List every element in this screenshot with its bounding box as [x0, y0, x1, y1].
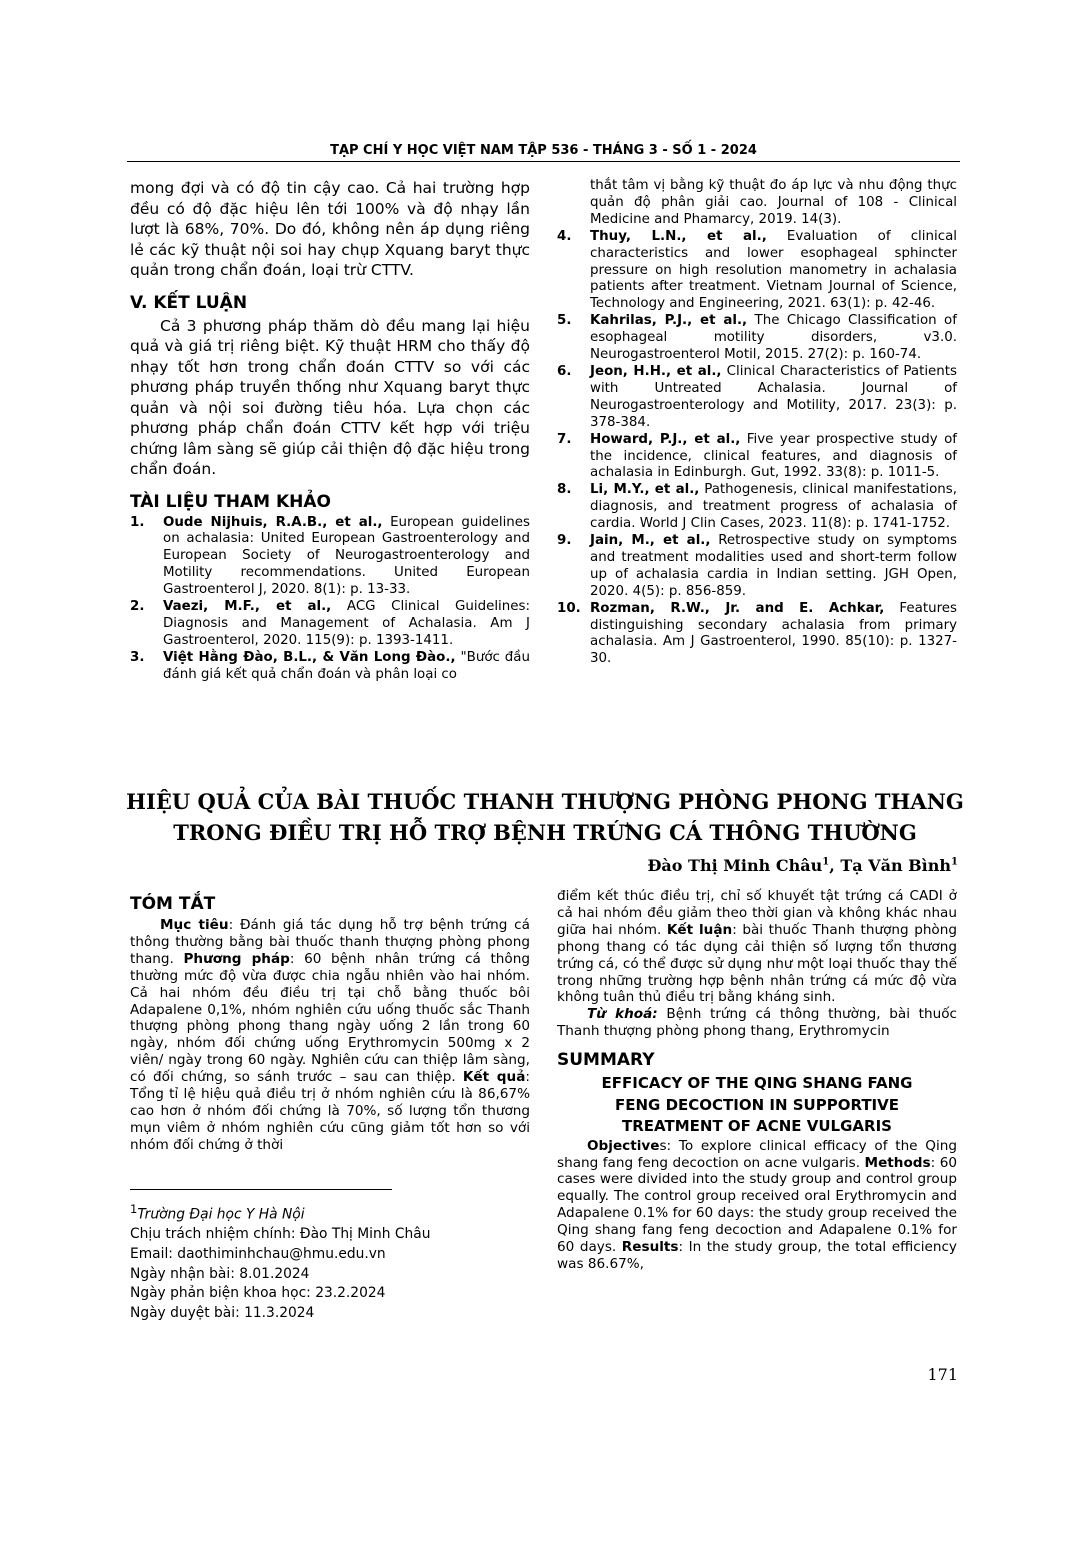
header-rule [127, 161, 960, 162]
footnote-email: Email: daothiminhchau@hmu.edu.vn [130, 1246, 386, 1262]
references-heading: TÀI LIỆU THAM KHẢO [130, 491, 331, 512]
reference-number: 5. [557, 313, 572, 329]
reference-author: Vaezi, M.F., et al., [163, 599, 332, 615]
footnote-accepted: Ngày duyệt bài: 11.3.2024 [130, 1305, 315, 1322]
authors [647, 856, 958, 875]
conclusion-text: : bài thuốc Thanh thượng phòng phong thang có tác dụng cải thiện số lượng tổn thương trứng cá, có thể được sử dụng như một loại thuốc thay thế trong những trường hợp bệnh nhân trứng cá mức độ vừa không tuân thủ điều trị bằng kháng sinh. [557, 921, 957, 1006]
reference-item [557, 229, 957, 314]
objective-label: Mục tiêu [160, 917, 229, 933]
reference-author: Li, M.Y., et al., [590, 482, 700, 498]
reference-text [590, 533, 957, 601]
author-1: Đào Thị Minh Châu [647, 856, 823, 875]
reference-body: Retrospective study on symptoms and treatment modalities used and short-term follow up of achalasia cardia in Indian setting. JGH Open, 2020. 4(5): p. 856-859. [590, 533, 957, 599]
article-title [80, 786, 1010, 848]
reference-author: Jeon, H.H., et al., [590, 363, 722, 379]
abstract-left-column [130, 893, 530, 1154]
reference-text [590, 313, 957, 364]
reference-text [163, 650, 530, 684]
reference-3-continuation: thắt tâm vị bằng kỹ thuật đo áp lực và nhu động thực quản độ phân giải cao. Journal of 108 - Clinical Medicine and Phamarcy, 2019. 14(3). [590, 178, 957, 227]
summary-title-line-1: EFFICACY OF THE QING SHANG FANG [601, 1074, 913, 1093]
footnotes [130, 1200, 530, 1324]
summary-results-label: Results [621, 1239, 679, 1256]
reference-item [557, 364, 957, 432]
intro-paragraph: mong đợi và có độ tin cậy cao. Cả hai trường hợp đều có độ đặc hiệu lên tới 100% và độ nhạy lần lượt là 68%, 70%. Do đó, không nên áp dụng riêng lẻ các kỹ thuật nội soi hay chụp Xquang baryt thực quản trong chẩn đoán, loại trừ CTTV. [130, 179, 530, 279]
reference-text [163, 515, 530, 600]
abstract-heading: TÓM TẮT [130, 894, 216, 914]
footnote-corresponding: Chịu trách nhiệm chính: Đào Thị Minh Châu [130, 1226, 431, 1243]
abstract-right-column [557, 888, 957, 1273]
summary-results-text: : In the study group, the total efficiency was 86.67%, [557, 1239, 957, 1272]
reference-author: Kahrilas, P.J., et al., [590, 313, 748, 329]
summary-objectives-label: Objective [587, 1137, 660, 1154]
reference-item [557, 533, 957, 601]
affiliation-marker: 1 [130, 1202, 138, 1216]
page-number: 171 [927, 1365, 958, 1384]
reference-author: Rozman, R.W., Jr. and E. Achkar, [590, 600, 885, 616]
journal-header: TẠP CHÍ Y HỌC VIỆT NAM TẬP 536 - THÁNG 3 - SỐ 1 - 2024 [330, 143, 757, 158]
author-2: Tạ Văn Bình [840, 856, 952, 875]
results-text: : Tổng tỉ lệ hiệu quả điều trị ở nhóm nghiên cứu là 86,67% cao hơn ở nhóm đối chứng là 70%, số lượng tổn thương mụn viêm ở nhóm nghiên cứu cũng giảm tốt hơn so với nhóm đối chứng ở thời [130, 1069, 530, 1153]
reference-number: 3. [130, 649, 145, 665]
reference-text [163, 599, 530, 650]
reference-number: 8. [557, 482, 572, 498]
reference-item [557, 313, 957, 364]
reference-body: Five year prospective study of the incidence, clinical features, and diagnosis of achalasia in Edinburgh. Gut, 1992. 33(8): p. 1011-5. [590, 431, 957, 481]
reference-item [130, 599, 530, 650]
reference-author: Thuy, L.N., et al., [590, 228, 767, 244]
reference-body: "Bước đầu đánh giá kết quả chẩn đoán và phân loại co [163, 649, 530, 682]
conclusion-heading: V. KẾT LUẬN [130, 292, 248, 313]
reference-body: ACG Clinical Guidelines: Diagnosis and Management of Achalasia. Am J Gastroenterol, 2020. 115(9): p. 1393-1411. [163, 599, 530, 648]
reference-text [590, 482, 957, 533]
footnote-affiliation [130, 1200, 530, 1225]
reference-number: 1. [130, 514, 145, 530]
author-1-affiliation: 1 [822, 856, 830, 868]
summary-title-line-3: TREATMENT OF ACNE VULGARIS [622, 1117, 892, 1136]
keywords-text: Bệnh trứng cá thông thường, bài thuốc Thanh thượng phòng phong thang, Erythromycin [557, 1006, 957, 1040]
results-label: Kết quả [462, 1069, 526, 1086]
reference-number: 6. [557, 363, 572, 379]
summary-paragraph [557, 1138, 957, 1273]
reference-text [590, 432, 957, 483]
author-2-affiliation: 1 [951, 856, 958, 868]
prev-article-right-column [557, 178, 957, 668]
abstract-paragraph [130, 917, 530, 1154]
reference-item [130, 515, 530, 600]
reference-author: Howard, P.J., et al., [590, 431, 741, 447]
conclusion-label: Kết luận [666, 921, 733, 938]
reference-author: Oude Nijhuis, R.A.B., et al., [163, 514, 383, 530]
reference-item [557, 432, 957, 483]
reference-body: The Chicago Classification of esophageal motility disorders, v3.0. Neurogastroenterol Motil, 2015. 27(2): p. 160-74. [590, 313, 957, 363]
conclusion-paragraph: Cả 3 phương pháp thăm dò đều mang lại hiệu quả và giá trị riêng biệt. Kỹ thuật HRM cho thấy độ nhạy tốt hơn trong chẩn đoán CTTV so với các phương pháp truyền thống như Xquang baryt thực quản và nội soi đường tiêu hóa. Lựa chọn các phương pháp chẩn đoán CTTV kết hợp với triệu chứng lâm sàng sẽ giúp cải thiện độ đặc hiệu trong chẩn đoán. [130, 316, 530, 478]
reference-body: Clinical Characteristics of Patients with Untreated Achalasia. Journal of Neurogastroenterology and Motility, 2017. 23(3): p. 378-384. [590, 363, 958, 430]
reference-body: European guidelines on achalasia: United European Gastroenterology and European Society of Neurogastroenterology and Motility recommendations. United European Gastroenterol J, 2020. 8(1): p. 13-33. [163, 514, 530, 598]
objective-text: : Đánh giá tác dụng hỗ trợ bệnh trứng cá thông thường bằng bài thuốc thanh thượng phòng phong thang. [130, 917, 530, 967]
article-title-line-1: HIỆU QUẢ CỦA BÀI THUỐC THANH THƯỢNG PHÒNG PHONG THANG [126, 789, 964, 814]
reference-item [557, 482, 957, 533]
article-title-line-2: TRONG ĐIỀU TRỊ HỖ TRỢ BỆNH TRỨNG CÁ THÔNG THƯỜNG [173, 820, 917, 845]
footnote-reviewed: Ngày phản biện khoa học: 23.2.2024 [130, 1285, 386, 1302]
abstract-continuation [557, 888, 957, 1006]
summary-objectives-text: s: To explore clinical efficacy of the Qing shang fang feng decoction on acne vulgaris. [557, 1137, 957, 1171]
reference-text [590, 601, 957, 669]
summary-title-line-2: FENG DECOCTION IN SUPPORTIVE [614, 1095, 899, 1114]
reference-text [590, 364, 957, 432]
reference-body: Features distinguishing secondary achalasia from primary achalasia. Am J Gastroenterol, 1990. 85(10): p. 1327-30. [590, 600, 957, 667]
reference-item [557, 601, 957, 669]
reference-number: 10. [557, 600, 581, 616]
reference-number: 7. [557, 431, 572, 447]
reference-author: Jain, M., et al., [590, 533, 711, 549]
affiliation-text: Trường Đại học Y Hà Nội [137, 1206, 305, 1223]
reference-item [130, 650, 530, 684]
methods-text: : 60 bệnh nhân trứng cá thông thường mức độ vừa được chia ngẫu nhiên vào hai nhóm. Cả hai nhóm đều điều trị tại chỗ bằng thuốc bôi Adapalene 0,1%, nhóm nghiên cứu uống thuốc sắc Thanh thượng phòng phong thang ngày uống 2 lần trong 60 ngày, nhóm đối chứng uống Erythromycin 500mg x 2 viên/ ngày trong 60 ngày. Nghiên cứu can thiệp lâm sàng, có đối chứng, so sánh trước – sau can thiệp. [130, 950, 530, 1086]
footnote-rule [130, 1189, 392, 1190]
abstract-continuation-text: điểm kết thúc điều trị, chỉ số khuyết tật trứng cá CADI ở cả hai nhóm đều giảm theo thời gian và không khác nhau giữa hai nhóm. [557, 888, 957, 938]
reference-number: 9. [557, 533, 572, 549]
summary-heading: SUMMARY [557, 1050, 655, 1071]
summary-methods-text: : 60 cases were divided into the study group and control group equally. The control group received oral Erythromycin and Adapalene 0.1% for 60 days: the study group received the Qing shang fang feng decoction and Adapalene 0.1% for 60 days. [557, 1154, 957, 1256]
reference-author: Việt Hằng Đào, B.L., & Văn Long Đào., [163, 649, 456, 665]
prev-article-left-column [130, 178, 530, 684]
reference-body: Evaluation of clinical characteristics and lower esophageal sphincter pressure on high resolution manometry in achalasia patients after treatment. Vietnam Journal of Science, Technology and Engineering, 2021. 63(1): p. 42-46. [590, 228, 957, 312]
author-separator: , [829, 856, 841, 875]
summary-methods-label: Methods [864, 1154, 931, 1171]
reference-number: 4. [557, 228, 572, 244]
reference-body: Pathogenesis, clinical manifestations, diagnosis, and treatment progress of achalasia of cardia. World J Clin Cases, 2023. 11(8): p. 1741-1752. [590, 482, 958, 532]
reference-text [590, 229, 957, 314]
keywords [557, 1006, 957, 1040]
summary-title [557, 1073, 957, 1138]
reference-number: 2. [130, 599, 145, 615]
keywords-label: Từ khoá: [587, 1006, 658, 1023]
methods-label: Phương pháp [183, 950, 290, 967]
footnote-received: Ngày nhận bài: 8.01.2024 [130, 1265, 310, 1282]
